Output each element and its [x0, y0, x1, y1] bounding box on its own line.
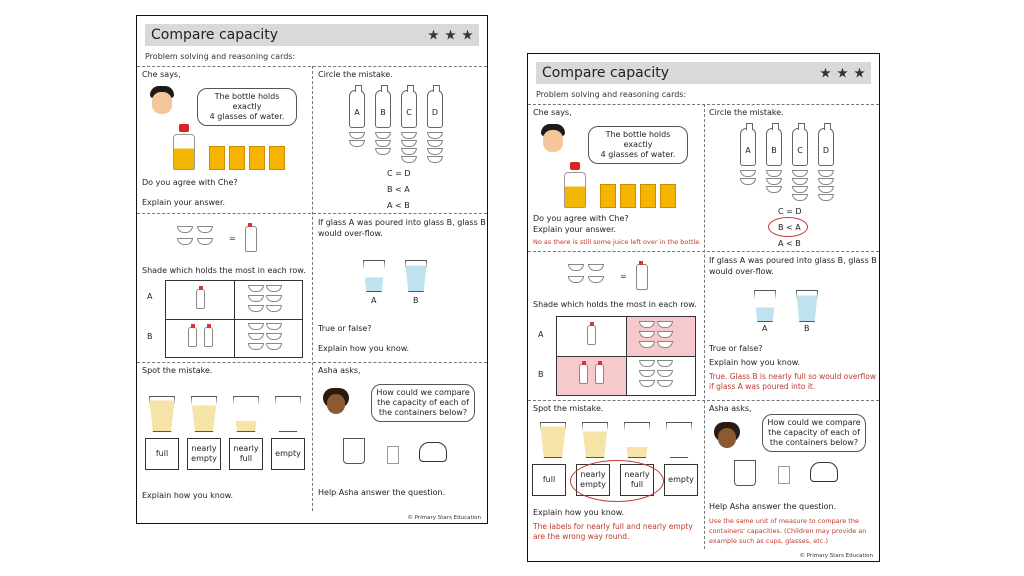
q4-statement: would over-flow. — [709, 267, 774, 276]
q3-prompt: Shade which holds the most in each row. — [533, 300, 697, 309]
footer-credit: © Primary Stars Education — [799, 553, 873, 559]
sheet-title: Compare capacity — [542, 65, 670, 81]
label-card — [532, 464, 566, 496]
bowls-icon — [375, 132, 391, 156]
label-text: full — [155, 449, 169, 458]
bowls-icon — [818, 170, 834, 202]
difficulty-stars — [820, 68, 865, 79]
juice-glass-icon — [209, 146, 225, 170]
q5-prompt: Spot the mistake. — [533, 404, 604, 413]
cup-icon — [149, 396, 175, 432]
answer-text: True. Glass B is nearly full so would overflow — [709, 372, 876, 381]
q2-prompt: Circle the mistake. — [709, 108, 784, 117]
glass-label: B — [413, 296, 419, 305]
juice-glass-icon — [600, 184, 616, 208]
label-text: full — [542, 475, 556, 484]
row-label: B — [147, 332, 153, 341]
label-text: empty — [191, 454, 217, 463]
q4-prompt: Explain how you know. — [709, 358, 801, 367]
q4-statement: would over-flow. — [318, 229, 383, 238]
juice-glass-icon — [640, 184, 656, 208]
speech-bubble — [588, 126, 688, 164]
statement: C = D — [778, 207, 802, 216]
q6-intro: Asha asks, — [318, 366, 361, 375]
bowls-icon — [401, 132, 417, 164]
girl-face-icon — [714, 422, 740, 452]
q5-explain: Explain how you know. — [142, 491, 234, 500]
star-icon — [428, 30, 439, 41]
bottle-icon: B — [375, 90, 391, 128]
answer-text: Use the same unit of measure to compare the — [709, 517, 859, 525]
q1-intro: Che says, — [533, 108, 572, 117]
label-card — [271, 438, 305, 470]
label-text: empty — [668, 475, 694, 484]
bowls-icon — [639, 360, 679, 388]
answer-text: are the wrong way round. — [533, 532, 630, 541]
shade-table — [165, 280, 303, 358]
milk-bottle-icon — [245, 226, 257, 252]
milk-bottle-icon[interactable] — [188, 327, 197, 347]
bowls-icon — [766, 170, 782, 194]
bottle-icon: A — [740, 128, 756, 166]
star-icon — [445, 30, 456, 41]
label-text: empty — [580, 480, 606, 489]
equals-sign: = — [229, 234, 236, 243]
divider — [528, 251, 879, 252]
bubble-text: the capacity of each of — [377, 398, 469, 407]
juice-glass-icon — [660, 184, 676, 208]
worksheet-answers — [527, 53, 880, 562]
cup-icon — [191, 396, 217, 432]
bowls-icon[interactable] — [248, 285, 288, 313]
bubble-text: The bottle holds exactly — [605, 130, 671, 149]
star-icon — [462, 30, 473, 41]
card-grid — [137, 66, 487, 511]
statement: C = D — [387, 169, 411, 178]
bowls-icon — [177, 226, 217, 246]
bottle-icon: A — [349, 90, 365, 128]
q1-answer: No as there is still some juice left over in the bottle. — [533, 238, 702, 246]
answer-text: containers' capacities. (Children may provide an — [709, 527, 867, 535]
bowls-icon — [568, 264, 608, 284]
bottle-icon: C — [401, 90, 417, 128]
bowls-icon — [349, 132, 365, 148]
answer-text: example such as cups, glasses, etc.) — [709, 537, 829, 545]
milk-bottle-icon[interactable] — [196, 289, 205, 309]
bubble-text: The bottle holds exactly — [214, 92, 280, 111]
juice-glass-icon — [229, 146, 245, 170]
cup-icon — [387, 446, 399, 464]
juice-glass-icon — [249, 146, 265, 170]
q3-prompt: Shade which holds the most in each row. — [142, 266, 306, 275]
sheet-subtitle: Problem solving and reasoning cards: — [536, 90, 687, 99]
q4-prompt: Explain how you know. — [318, 344, 410, 353]
q5-explain: Explain how you know. — [533, 508, 625, 517]
sheet-header — [145, 24, 479, 46]
juice-glass-icon — [269, 146, 285, 170]
milk-bottle-icon — [636, 264, 648, 290]
q4-answer — [709, 372, 876, 392]
milk-bottle-icon — [587, 325, 596, 345]
q6-prompt: Help Asha answer the question. — [318, 488, 446, 497]
cup-icon — [582, 422, 608, 458]
glass-b-icon — [405, 260, 427, 292]
bowls-icon — [427, 132, 443, 164]
cup-icon — [233, 396, 259, 432]
q6-intro: Asha asks, — [709, 404, 752, 413]
bowls-icon[interactable] — [248, 323, 288, 351]
divider — [528, 400, 879, 401]
shaded-cell — [557, 356, 626, 395]
sheet-title: Compare capacity — [151, 27, 279, 43]
q2-prompt: Circle the mistake. — [318, 70, 393, 79]
girl-face-icon — [323, 388, 349, 418]
bubble-text: How could we compare — [767, 418, 861, 427]
label-card — [664, 464, 698, 496]
star-icon — [837, 68, 848, 79]
q4-statement: If glass A was poured into glass B, glass B — [709, 256, 877, 265]
q4-prompt: True or false? — [709, 344, 763, 353]
bucket-icon — [734, 460, 756, 486]
label-text: full — [630, 480, 644, 489]
juice-bottle-icon — [173, 124, 195, 170]
statement: A < B — [387, 201, 410, 210]
footer-credit: © Primary Stars Education — [407, 515, 481, 521]
card-grid — [528, 104, 879, 549]
milk-bottle-icon — [579, 364, 588, 384]
juice-bottle-icon — [564, 162, 586, 208]
q1-intro: Che says, — [142, 70, 181, 79]
boy-face-icon — [149, 86, 175, 116]
label-text: nearly — [580, 470, 606, 479]
cup-icon — [275, 396, 301, 432]
glass-a-icon — [754, 290, 776, 322]
glass-label: A — [371, 296, 377, 305]
bottle-icon: B — [766, 128, 782, 166]
label-text: nearly — [233, 444, 259, 453]
q1-prompt: Explain your answer. — [142, 198, 226, 207]
statement: B < A — [778, 223, 801, 232]
bubble-text: 4 glasses of water. — [209, 112, 285, 121]
glass-label: A — [762, 324, 768, 333]
cup-icon — [540, 422, 566, 458]
speech-bubble — [197, 88, 297, 126]
row-label: A — [147, 292, 153, 301]
cup-icon — [778, 466, 790, 484]
teapot-icon — [810, 462, 838, 482]
bucket-icon — [343, 438, 365, 464]
row-label: B — [538, 370, 544, 379]
answer-circle — [570, 460, 664, 502]
glass-label: B — [804, 324, 810, 333]
glass-b-icon — [796, 290, 818, 322]
q1-prompt: Do you agree with Che? — [142, 178, 238, 187]
milk-bottle-icon — [595, 364, 604, 384]
divider — [312, 66, 313, 511]
statement: A < B — [778, 239, 801, 248]
q6-answer — [709, 516, 866, 546]
label-card — [145, 438, 179, 470]
divider — [137, 66, 487, 67]
answer-text: if glass A was poured into it. — [709, 382, 816, 391]
q4-prompt: True or false? — [318, 324, 372, 333]
juice-glass-icon — [620, 184, 636, 208]
bowls-icon — [740, 170, 756, 186]
worksheet-questions — [136, 15, 488, 524]
bubble-text: 4 glasses of water. — [600, 150, 676, 159]
bubble-text: the containers below? — [769, 438, 859, 447]
q1-prompt: Explain your answer. — [533, 225, 617, 234]
bottle-icon: D — [818, 128, 834, 166]
star-icon — [820, 68, 831, 79]
label-card — [187, 438, 221, 470]
answer-text: The labels for nearly full and nearly empty — [533, 522, 693, 531]
q1-prompt: Do you agree with Che? — [533, 214, 629, 223]
label-text: nearly — [191, 444, 217, 453]
bowls-icon — [792, 170, 808, 202]
divider — [704, 104, 705, 549]
divider — [528, 104, 879, 105]
q5-answer — [533, 522, 693, 542]
sheet-subtitle: Problem solving and reasoning cards: — [145, 52, 296, 61]
milk-bottle-icon[interactable] — [204, 327, 213, 347]
q4-statement: If glass A was poured into glass B, glass B — [318, 218, 486, 227]
divider — [137, 362, 487, 363]
difficulty-stars — [428, 30, 473, 41]
label-text: full — [239, 454, 253, 463]
shade-table — [556, 316, 696, 396]
answer-circle — [768, 217, 808, 237]
bubble-text: the containers below? — [378, 408, 468, 417]
speech-bubble — [371, 384, 475, 422]
q6-prompt: Help Asha answer the question. — [709, 502, 837, 511]
teapot-icon — [419, 442, 447, 462]
cup-icon — [666, 422, 692, 458]
bottle-icon: D — [427, 90, 443, 128]
statement: B < A — [387, 185, 410, 194]
label-text: empty — [275, 449, 301, 458]
bubble-text: How could we compare — [376, 388, 470, 397]
bowls-icon — [639, 321, 679, 349]
bubble-text: the capacity of each of — [768, 428, 860, 437]
label-text: nearly — [624, 470, 650, 479]
bottle-icon: C — [792, 128, 808, 166]
star-icon — [854, 68, 865, 79]
cup-icon — [624, 422, 650, 458]
boy-face-icon — [540, 124, 566, 154]
speech-bubble — [762, 414, 866, 452]
label-card — [229, 438, 263, 470]
row-label: A — [538, 330, 544, 339]
divider — [137, 213, 487, 214]
glass-a-icon — [363, 260, 385, 292]
equals-sign: = — [620, 272, 627, 281]
sheet-header — [536, 62, 871, 84]
q5-prompt: Spot the mistake. — [142, 366, 213, 375]
